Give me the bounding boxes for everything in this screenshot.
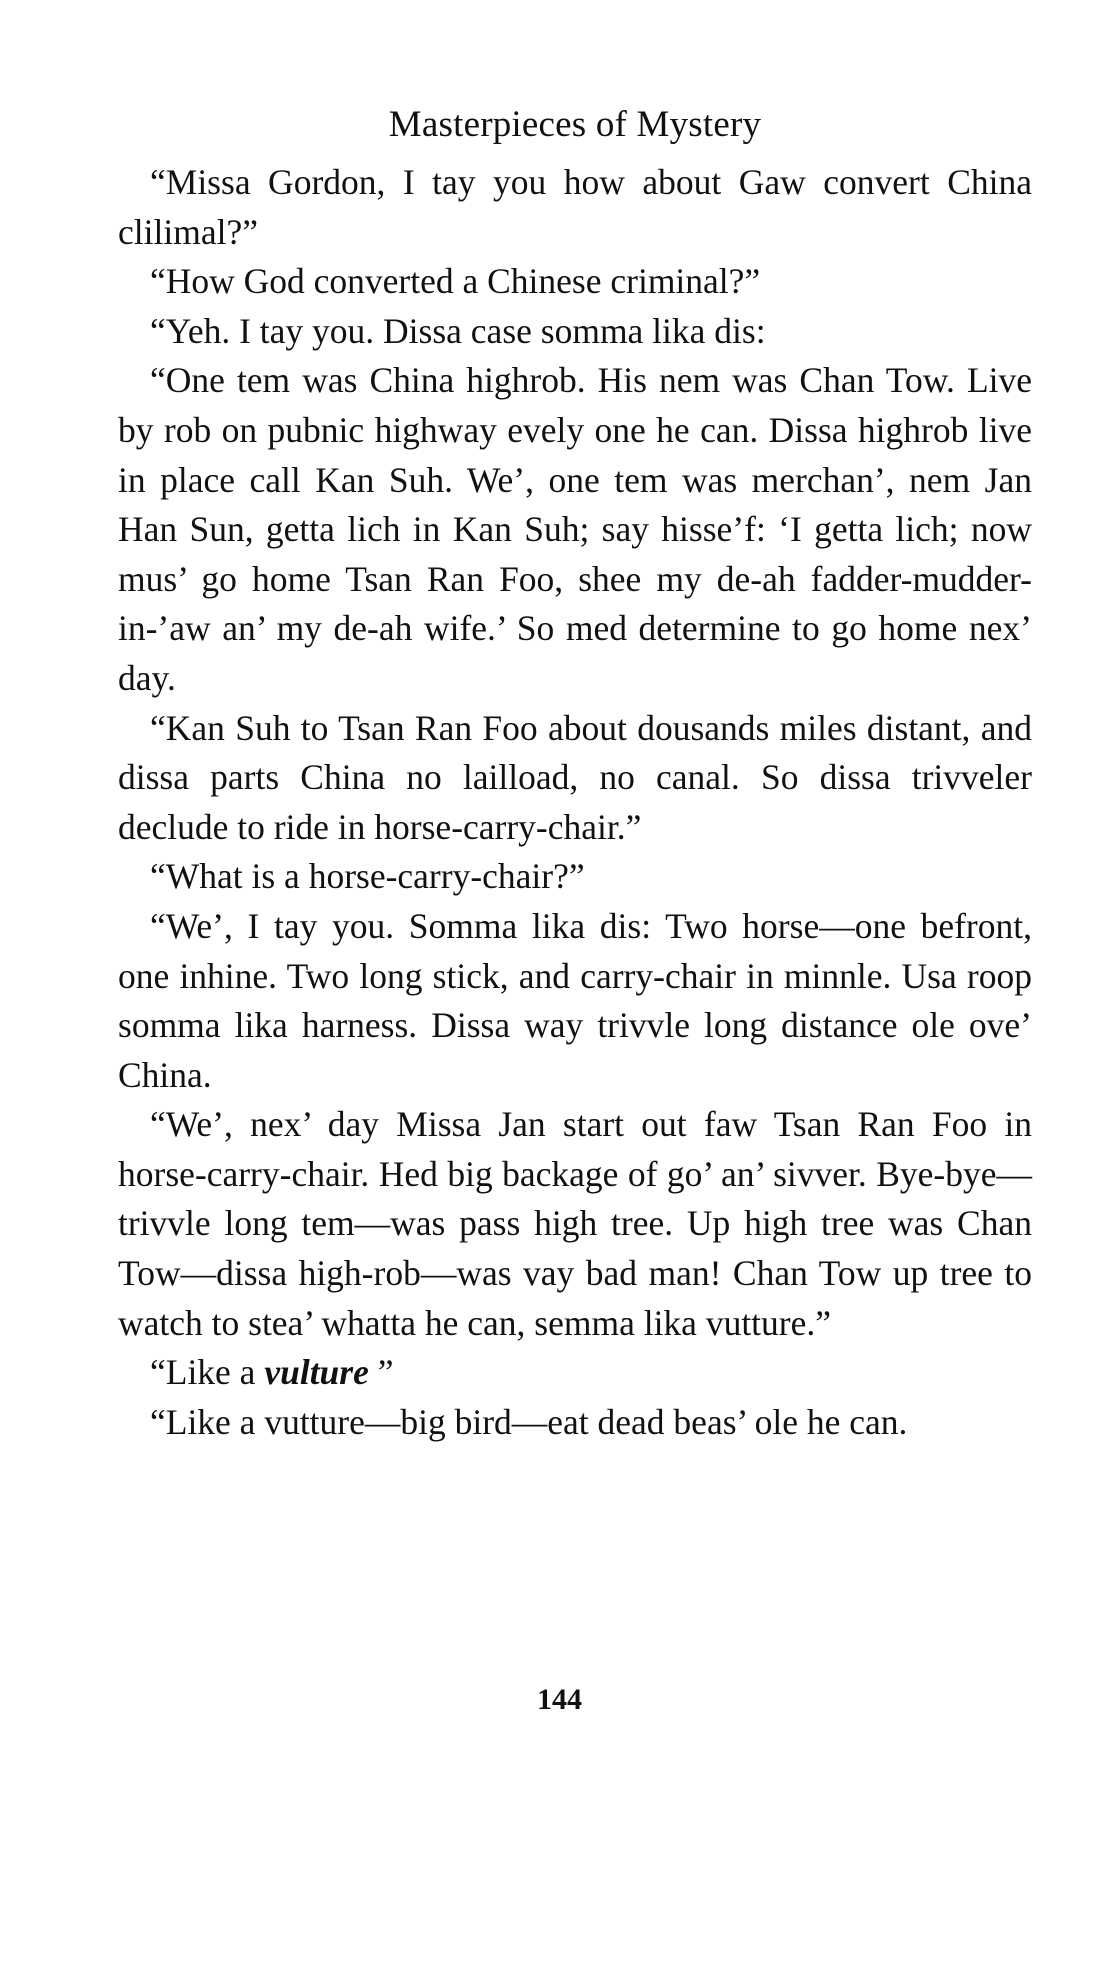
book-page [118,100,1032,1447]
paragraph: “We’, I tay you. Somma lika dis: Two horse—one befront, one inhine. Two long stick, and carry-chair in minnle. Usa roop somma lika harness. Dissa way trivvle long distance ole ove’ China. [118,905,1032,1095]
paragraph: “Like a vutture—big bird—eat dead beas’ ole he can. [150,1401,908,1442]
paragraph: “We’, nex’ day Missa Jan start out faw Tsan Ran Foo in horse-carry-chair. Hed big backage of go’ an’ sivver. Bye-bye—trivvle long tem—was pass high tree. Up high tree was Chan Tow—dissa high-rob—was vay bad man! Chan Tow up tree to watch to stea’ whatta he can, semma lika vutture.” [118,1104,1032,1343]
paragraph: “One tem was China highrob. His nem was Chan Tow. Live by rob on pubnic highway evely one he can. Dissa highrob live in place call Kan Suh. We’, one tem was merchan’, nem Jan Han Sun, getta lich in Kan Suh; say hisse’f: ‘I getta lich; now mus’ go home Tsan Ran Foo, shee my de-ah fadder-mudder-in-’aw an’ my de-ah wife.’ So med determine to go home nex’ day. [118,360,1032,698]
page-number: 144 [537,1683,582,1716]
italic-word: vulture [264,1352,369,1393]
paragraph-vulture-question [118,1348,1032,1398]
paragraph: “How God converted a Chinese criminal?” [150,261,761,302]
paragraph: “What is a horse-carry-chair?” [150,856,585,897]
paragraph: “Missa Gordon, I tay you how about Gaw convert China clilimal?” [118,162,1032,252]
paragraph: “Yeh. I tay you. Dissa case somma lika dis: [150,310,766,351]
quote-open: “Like a [150,1352,265,1393]
quote-close: ” [368,1352,394,1393]
running-head: Masterpieces of Mystery [388,104,762,145]
paragraph: “Kan Suh to Tsan Ran Foo about dousands miles distant, and dissa parts China no lailload, no canal. So dissa trivveler declude to ride in horse-carry-chair.” [118,707,1032,847]
body-text [118,158,1032,1447]
